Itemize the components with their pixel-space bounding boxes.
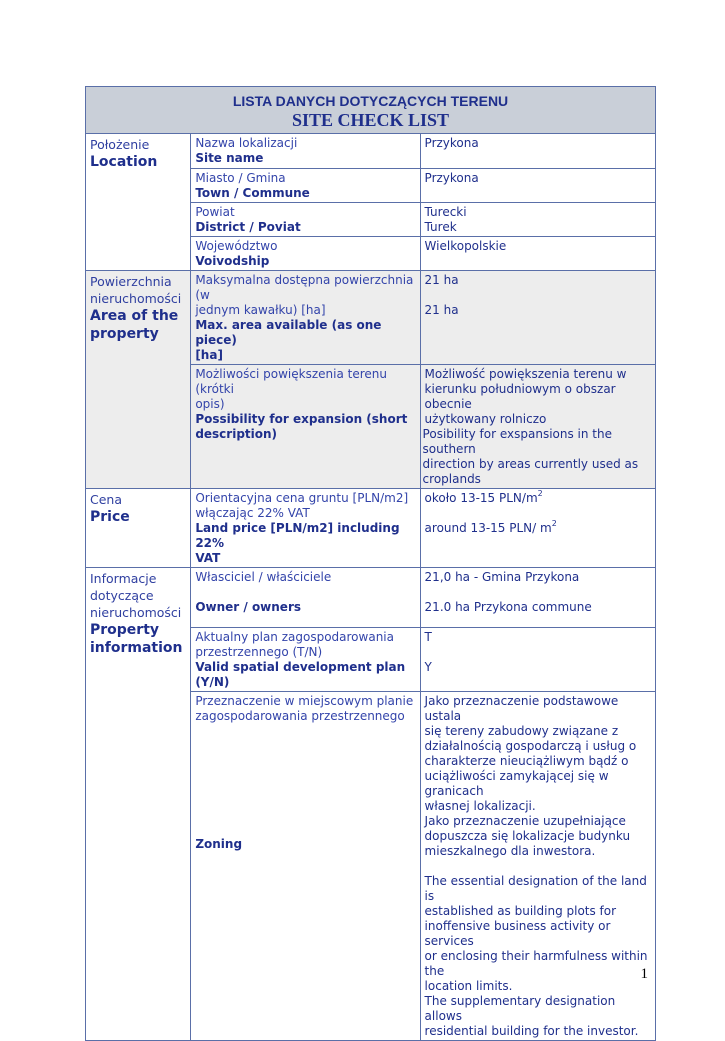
zoning-value: Jako przeznaczenie podstawowe ustala się tereny zabudowy związane z działalnością gospodarczą i usług o charakterze nieuciążliwym bądź o uciążliwości zamykającej się w granicach własnej lokalizacji. Jako przeznaczenie uzupełniające dopuszcza się lokalizacje budynku mieszkalnego dla inwestora. The essential designation of the land is established as building plots for inoffensive business activity or services or enclosing their harmfulness within the location limits. The supplementary designation allows residential building for the investor.: [420, 692, 655, 1041]
title-polish: LISTA DANYCH DOTYCZĄCYCH TERENU: [232, 93, 509, 109]
location-section-cell: [86, 134, 191, 271]
price-row: [86, 489, 656, 568]
property-section-cell: Informacje dotyczące nieruchomości Property information: [86, 568, 191, 1041]
town-label: Miasto / Gmina Town / Commune: [191, 169, 420, 203]
max-area-label: Maksymalna dostępna powierzchnia (w jednym kawałku) [ha] Max. area available (as one piece) [ha]: [191, 271, 420, 365]
owner-row: [86, 568, 656, 628]
plan-value: T Y: [420, 628, 655, 692]
zoning-label: Przeznaczenie w miejscowym planie zagospodarowania przestrzennego Zoning: [191, 692, 420, 1041]
site-name-value: Przykona: [420, 134, 655, 169]
voivodship-label: Województwo Voivodship: [191, 237, 420, 271]
district-value: Turecki Turek: [420, 203, 655, 237]
area-section-cell: Powierzchnia nieruchomości Area of the property: [86, 271, 191, 489]
price-section-cell: Cena Price: [86, 489, 191, 568]
town-value: Przykona: [420, 169, 655, 203]
expansion-value: Możliwość powiększenia terenu w kierunku południowym o obszar obecnie użytkowany rolniczo Posibility for exspansions in the southern direction by areas currently used as croplands: [420, 365, 655, 489]
expansion-label: Możliwości powiększenia terenu (krótki opis) Possibility for expansion (short description): [191, 365, 420, 489]
location-site-row: [86, 134, 656, 169]
title-cell: [86, 87, 656, 134]
title-row: [86, 87, 656, 134]
price-value: około 13-15 PLN/$m^2$ around 13-15 PLN/ $m^2$: [420, 489, 655, 568]
page-number: 1: [640, 966, 648, 982]
title-english: SITE CHECK LIST: [291, 110, 450, 130]
plan-label: Aktualny plan zagospodarowania przestrzennego (T/N) Valid spatial development plan (Y/N): [191, 628, 420, 692]
owner-value: 21,0 ha - Gmina Przykona 21.0 ha Przykona commune: [420, 568, 655, 628]
owner-label: Własciciel / właściciele Owner / owners: [191, 568, 420, 628]
area-max-row: [86, 271, 656, 365]
location-en: Location: [90, 154, 158, 170]
price-label: Orientacyjna cena gruntu [PLN/m2] włączając 22% VAT Land price [PLN/m2] including 22% VAT: [191, 489, 420, 568]
voivodship-value: Wielkopolskie: [420, 237, 655, 271]
site-name-label: Nazwa lokalizacji Site name: [191, 134, 420, 169]
max-area-value: 21 ha 21 ha: [420, 271, 655, 365]
district-label: Powiat District / Poviat: [191, 203, 420, 237]
site-check-table: [85, 86, 656, 1041]
location-pl: Położenie: [90, 137, 150, 152]
